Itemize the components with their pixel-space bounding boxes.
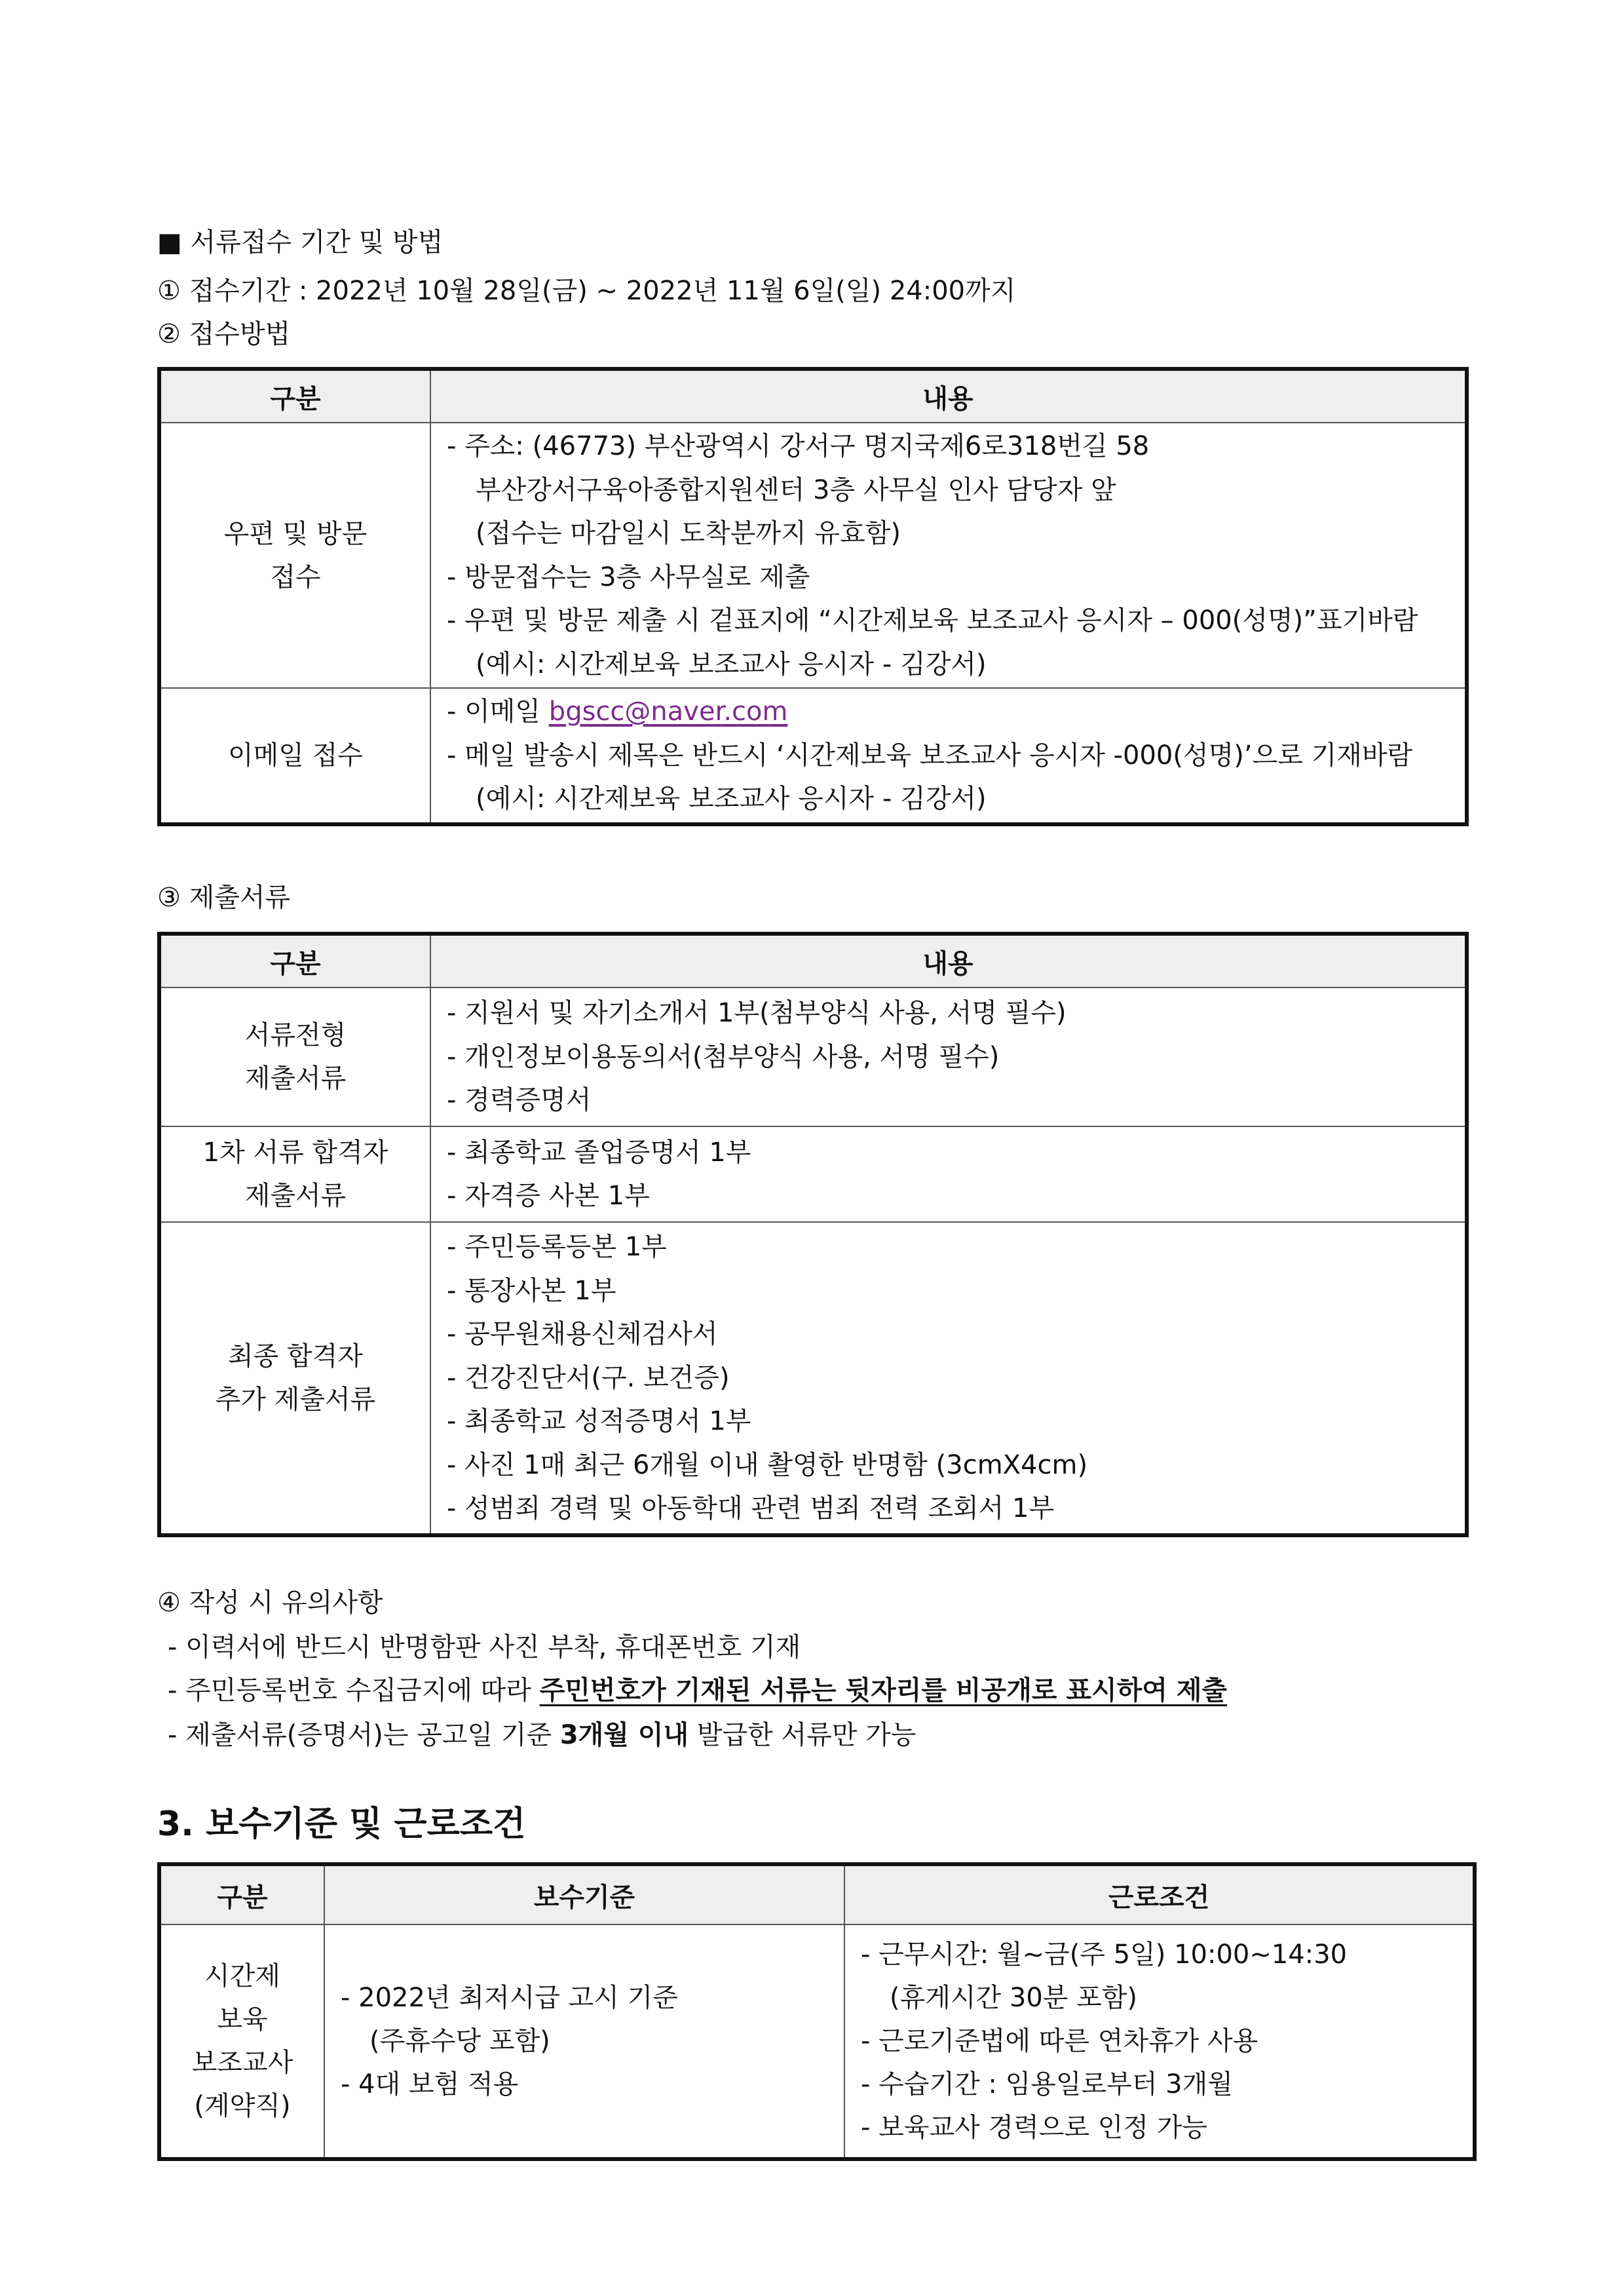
list-item: - 건강진단서(구. 보건증) [447, 1362, 730, 1393]
row-content [430, 1126, 1467, 1222]
list-item: - 방문접수는 3층 사무실로 제출 [447, 562, 810, 592]
list-item: - 최종학교 졸업증명서 1부 [447, 1137, 751, 1168]
header-content: 내용 [430, 369, 1467, 423]
row-label [159, 1924, 324, 2159]
label-line: 제출서류 [244, 1181, 347, 1211]
note-emphasis: 주민번호가 기재된 서류는 뒷자리를 비공개로 표시하여 제출 [539, 1675, 1228, 1706]
row-content [430, 987, 1467, 1126]
pay-content [324, 1924, 844, 2159]
application-method-table [157, 367, 1469, 826]
list-item: - 주민등록등본 1부 [447, 1232, 667, 1263]
table-header-row [159, 934, 1467, 987]
list-item: - 지원서 및 자기소개서 1부(첨부양식 사용, 서명 필수) [447, 998, 1067, 1029]
label-line: (계약직) [194, 2091, 291, 2121]
row-label [159, 1126, 430, 1222]
note-text: - 제출서류(증명서)는 공고일 기준 [168, 1720, 560, 1750]
email-link[interactable]: bgscc@naver.com [548, 697, 788, 727]
note-item: - 이력서에 반드시 반명함판 사진 부착, 휴대폰번호 기재 [168, 1632, 801, 1662]
row-label [159, 1222, 430, 1535]
label-line: 제출서류 [244, 1063, 347, 1094]
note-text: - 주민등록번호 수집금지에 따라 [168, 1675, 540, 1706]
header-category: 구분 [159, 934, 430, 987]
header-conditions: 근로조건 [844, 1864, 1475, 1924]
list-item: - 경력증명서 [447, 1085, 592, 1116]
email-label: - 이메일 [447, 697, 541, 727]
label-line: 1차 서류 합격자 [202, 1138, 388, 1168]
list-item: - 주소: (46773) 부산광역시 강서구 명지국제6로318번길 58 [447, 431, 1150, 461]
note-text: 발급한 서류만 가능 [689, 1720, 916, 1750]
label-line: 보조교사 [191, 2048, 293, 2078]
section-heading: ■ 서류접수 기간 및 방법 [157, 227, 444, 258]
list-item: - 근무시간: 월~금(주 5일) 10:00~14:30 [861, 1940, 1348, 1970]
list-item: - 최종학교 성적증명서 1부 [447, 1406, 751, 1437]
application-period: ① 접수기간 : 2022년 10월 28일(금) ~ 2022년 11월 6일(일) 24:00까지 [157, 276, 1016, 306]
table-header-row [159, 1864, 1475, 1924]
list-item: - 공무원채용신체검사서 [447, 1319, 718, 1350]
header-content: 내용 [430, 934, 1467, 987]
row-label: 이메일 접수 [159, 688, 430, 824]
list-item: - 근로기준법에 따른 연차휴가 사용 [861, 2026, 1258, 2056]
list-item: - 메일 발송시 제목은 반드시 ‘시간제보육 보조교사 응시자 -000(성명)’으로 기재바람 (예시: 시간제보육 보조교사 응시자 - 김강서) [447, 740, 1413, 814]
conditions-content [844, 1924, 1475, 2159]
row-label [159, 423, 430, 688]
list-item [447, 690, 1449, 734]
table-row [159, 1222, 1467, 1535]
note-item [168, 1714, 916, 1756]
label-line: 서류전형 [244, 1020, 347, 1050]
label-line: 우편 및 방문 [223, 518, 368, 549]
list-item: 부산강서구육아종합지원센터 3층 사무실 인사 담당자 앞 [476, 474, 1116, 505]
list-item: - 우편 및 방문 제출 시 겉표지에 “시간제보육 보조교사 응시자 – 000(성명)”표기바람(예시: 시간제보육 보조교사 응시자 - 김강서) [447, 605, 1418, 679]
note-item [168, 1670, 1227, 1712]
list-item: - 성범죄 경력 및 아동학대 관련 범죄 전력 조회서 1부 [447, 1493, 1055, 1524]
table-row [159, 1924, 1475, 2159]
row-content [430, 688, 1467, 824]
method-title: ② 접수방법 [157, 319, 291, 349]
table-header-row [159, 369, 1467, 423]
list-item: (주휴수당 포함) [369, 2026, 550, 2056]
table-row [159, 1126, 1467, 1222]
note-emphasis: 3개월 이내 [559, 1720, 689, 1750]
documents-title: ③ 제출서류 [157, 883, 291, 913]
list-item: - 통장사본 1부 [447, 1275, 616, 1306]
label-line: 최종 합격자 [228, 1341, 363, 1371]
header-category: 구분 [159, 369, 430, 423]
label-line: 추가 제출서류 [215, 1385, 376, 1415]
list-item: (접수는 마감일시 도착분까지 유효함) [476, 518, 901, 548]
table-row [159, 987, 1467, 1126]
label-line: 접수 [270, 562, 321, 592]
list-item: - 사진 1매 최근 6개월 이내 촬영한 반명함 (3cmX4cm) [447, 1449, 1088, 1480]
list-item: - 4대 보험 적용 [341, 2069, 519, 2099]
table-row [159, 688, 1467, 824]
list-item: (휴게시간 30분 포함) [890, 1983, 1138, 2013]
section-title: 3. 보수기준 및 근로조건 [157, 1805, 526, 1844]
list-item: - 개인정보이용동의서(첨부양식 사용, 서명 필수) [447, 1041, 1000, 1072]
documents-table [157, 932, 1469, 1537]
header-pay: 보수기준 [324, 1864, 844, 1924]
label-line: 보육 [217, 2004, 268, 2035]
table-row [159, 423, 1467, 688]
label-line: 시간제 [204, 1961, 280, 1991]
list-item: - 자격증 사본 1부 [447, 1181, 650, 1211]
list-item: - 보육교사 경력으로 인정 가능 [861, 2113, 1207, 2143]
row-label [159, 987, 430, 1126]
row-content [430, 1222, 1467, 1535]
notes-title: ④ 작성 시 유의사항 [157, 1588, 383, 1618]
list-item: - 수습기간 : 임용일로부터 3개월 [861, 2069, 1233, 2099]
pay-conditions-table [157, 1862, 1477, 2161]
header-category: 구분 [159, 1864, 324, 1924]
row-content [430, 423, 1467, 688]
list-item: - 2022년 최저시급 고시 기준 [341, 1983, 678, 2013]
